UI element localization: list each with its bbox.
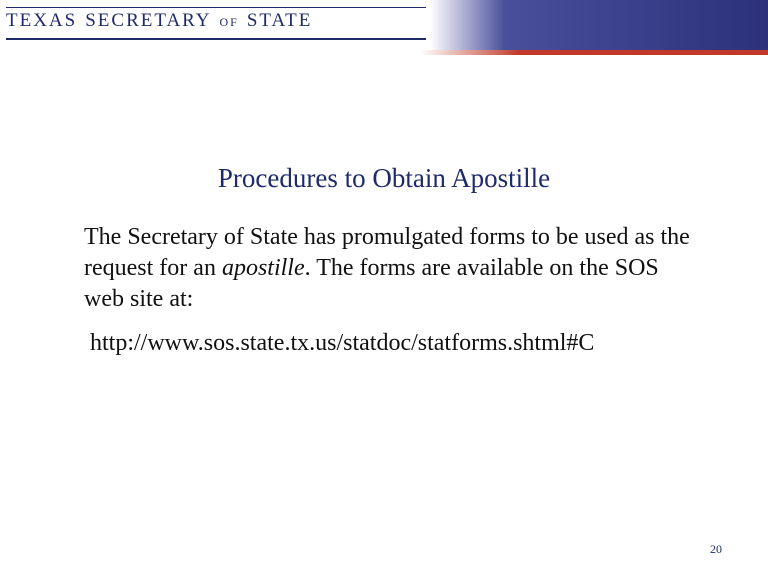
header-title — [6, 10, 312, 38]
header-accent-stripe — [0, 50, 768, 55]
header-word-of: OF — [219, 15, 239, 29]
slide-body — [84, 222, 704, 315]
header-rule-bottom — [6, 38, 426, 40]
page-number: 20 — [710, 542, 722, 556]
slide-title: Procedures to Obtain Apostille — [217, 163, 551, 193]
body-text-italic: apostille — [221, 255, 305, 281]
header-word-texas: TEXAS — [6, 10, 78, 31]
body-text-part-1: The Secretary of State has promulgated forms to be used as the request for an — [84, 224, 690, 281]
header-rule-top — [6, 7, 426, 8]
body-text-part-2: . The forms are available on the SOS web site at: — [84, 255, 659, 312]
header-word-state: STATE — [246, 10, 313, 31]
forms-url[interactable]: http://www.sos.state.tx.us/statdoc/statforms.shtml#C — [90, 330, 595, 356]
header-word-secretary: SECRETARY — [85, 10, 212, 31]
